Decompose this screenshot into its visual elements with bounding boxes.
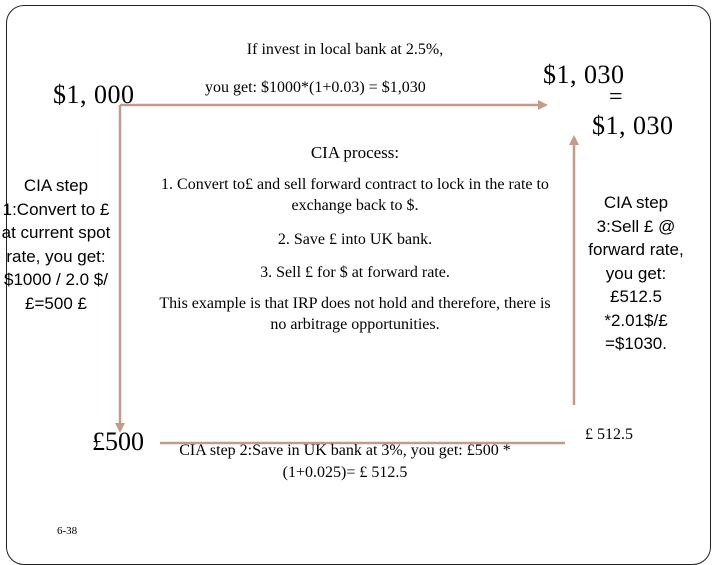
- end-amount-2: $1, 030: [592, 111, 674, 140]
- process-step: 3. Sell £ for $ at forward rate.: [260, 264, 450, 281]
- local-bank-formula: you get: $1000*(1+0.03) = $1,030: [205, 79, 426, 96]
- end-amount: $1, 030: [543, 60, 625, 89]
- pound-amount: £500: [92, 427, 144, 456]
- process-step: 1. Convert to£ and sell forward contract to lock in the rate to exchange back to $.: [161, 176, 549, 214]
- slide-number: 6-38: [57, 525, 78, 537]
- cia-step-2: CIA step 2:Save in UK bank at 3%, you get: £500 *(1+0.025)= £ 512.5: [179, 442, 511, 481]
- process-step: 2. Save £ into UK bank.: [277, 231, 433, 248]
- cia-process-heading: CIA process:: [310, 143, 400, 162]
- irp-note: This example is that IRP does not hold and therefore, there is no arbitrage opportunities.: [159, 295, 551, 333]
- cia-step-1: CIA step 1:Convert to £ at current spot rate, you get: $1000 / 2.0 $/£=500 £: [1, 176, 111, 313]
- top-title: If invest in local bank at 2.5%,: [246, 41, 444, 58]
- equals-sign: =: [609, 84, 623, 110]
- start-amount: $1, 000: [53, 80, 135, 109]
- cia-step-3: CIA step 3:Sell £ @ forward rate, you get: £512.5 *2.01$/£ =$1030.: [588, 193, 684, 353]
- result-amount: £ 512.5: [585, 426, 633, 443]
